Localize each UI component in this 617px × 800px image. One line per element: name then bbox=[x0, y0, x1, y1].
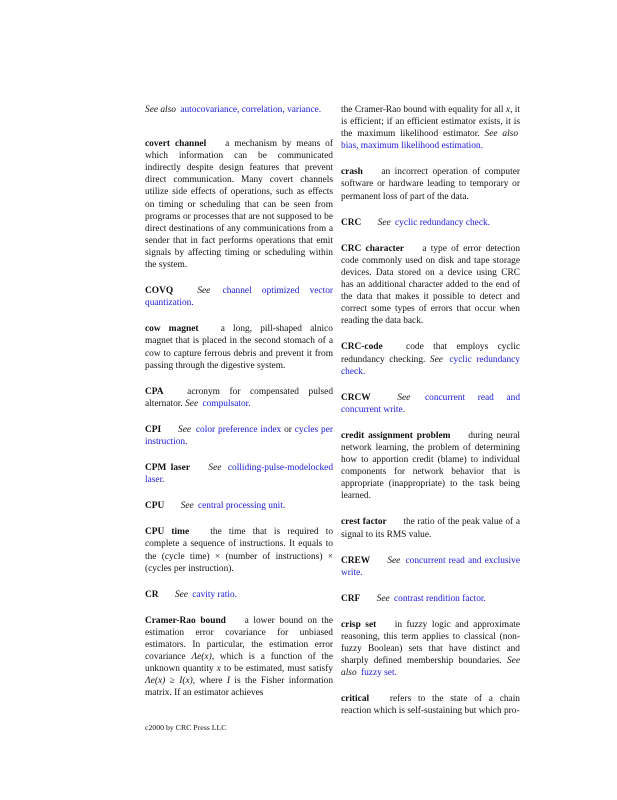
entry-text: is the Fisher information matrix. If an estimator achieves bbox=[145, 676, 334, 699]
see-label: See bbox=[185, 398, 199, 409]
entry-definition: the ratio of the peak value of a signal to its RMS value. bbox=[341, 517, 520, 540]
entry-crew bbox=[341, 555, 520, 579]
entry-text: , which is a function of the unknown quantity bbox=[145, 652, 333, 675]
link-autocovariance[interactable]: autocovariance, bbox=[180, 105, 240, 115]
left-column bbox=[145, 104, 333, 713]
entry-definition: during neural network learning, the problem of determining how to apportion credit (blame) to individual components for network behavior that is appropriate (inappropriate) to the task being learned. bbox=[341, 430, 521, 502]
entry-term: CRC bbox=[341, 217, 362, 228]
math-x: x bbox=[216, 664, 221, 675]
entry-text: , where bbox=[192, 676, 223, 687]
entry-term: crest factor bbox=[341, 517, 387, 528]
entry-term: CPU bbox=[145, 501, 165, 512]
entry-term: credit assignment problem bbox=[341, 430, 451, 441]
entry-definition: a long, pill-shaped alnico magnet that is placed in the second stomach of a cow to capture ferrous debris and prevent it from passing through the digestive system. bbox=[145, 324, 333, 371]
link-central-processing-unit[interactable]: central processing unit. bbox=[197, 501, 286, 512]
entry-cramer-rao-continued bbox=[341, 104, 520, 152]
entry-term: CRCW bbox=[341, 392, 371, 403]
math-I: I bbox=[226, 676, 230, 687]
link-cycles-per-instruction[interactable]: cycles per instruction. bbox=[145, 424, 334, 447]
entry-crcw bbox=[341, 392, 520, 416]
see-label: See bbox=[376, 593, 390, 604]
link-contrast-rendition-factor[interactable]: contrast rendition factor. bbox=[393, 593, 486, 604]
entry-term: CRC character bbox=[341, 243, 405, 254]
entry-crest-factor bbox=[341, 516, 520, 540]
entry-definition: an incorrect operation of computer software or hardware leading to temporary or permanent loss of part of the data. bbox=[341, 167, 520, 202]
see-label: See bbox=[197, 286, 211, 297]
entry-cr bbox=[145, 589, 333, 601]
entry-term: COVQ bbox=[145, 286, 174, 297]
entry-credit-assignment-problem bbox=[341, 430, 520, 503]
math-lambda: Λe(x) bbox=[191, 652, 212, 663]
entry-definition: a type of error detection code commonly used on disk and tape storage devices. Data stored on a device using CRC has an additional character added to the end of the data that makes it possible to detect and correct some types of errors that occur when reading the data back. bbox=[341, 243, 521, 327]
entry-definition: refers to the state of a chain reaction which is self-sustaining but which pro- bbox=[341, 694, 520, 717]
entry-crc-character bbox=[341, 243, 520, 328]
see-label: See bbox=[377, 217, 391, 228]
entry-crash bbox=[341, 166, 520, 202]
entry-text: , it is efficient; if an efficient estimator exists, it is the maximum likelihood estimator. bbox=[341, 105, 520, 140]
copyright-footer: c2000 by CRC Press LLC bbox=[145, 723, 227, 732]
entry-term: crisp set bbox=[341, 619, 377, 630]
entry-term: crash bbox=[341, 167, 363, 178]
entry-cpa bbox=[145, 386, 333, 410]
entry-term: CPM laser bbox=[145, 463, 191, 474]
entry-critical bbox=[341, 693, 520, 717]
entry-term: CPU time bbox=[145, 527, 190, 538]
see-also-top bbox=[145, 104, 333, 116]
link-cavity-ratio[interactable]: cavity ratio. bbox=[192, 589, 238, 600]
entry-term: CRF bbox=[341, 593, 361, 604]
or-text: or bbox=[284, 424, 292, 435]
link-concurrent-read-exclusive-write[interactable]: concurrent read and exclusive write. bbox=[341, 555, 521, 578]
link-color-preference-index[interactable]: color preference index bbox=[195, 424, 282, 435]
link-colliding-pulse-modelocked-laser[interactable]: colliding-pulse-modelocked laser. bbox=[145, 463, 334, 486]
entry-cramer-rao-bound bbox=[145, 615, 333, 700]
entry-cpm-laser bbox=[145, 462, 333, 486]
entry-covq bbox=[145, 285, 333, 309]
entry-text: the Cramer-Rao bound with equality for all bbox=[341, 105, 504, 115]
see-label: See bbox=[178, 424, 192, 435]
see-label: See bbox=[208, 463, 222, 474]
entry-crisp-set bbox=[341, 619, 520, 679]
entry-term: CREW bbox=[341, 555, 371, 566]
entry-covert-channel bbox=[145, 138, 333, 271]
link-correlation[interactable]: correlation, bbox=[241, 105, 285, 115]
entry-term: Cramer-Rao bound bbox=[145, 615, 226, 626]
entry-cow-magnet bbox=[145, 323, 333, 371]
right-column bbox=[341, 104, 520, 732]
entry-text: a lower bound on the estimation error covariance for unbiased estimators. In particular, the estimation error covariance bbox=[145, 615, 334, 663]
see-label: See bbox=[387, 555, 401, 566]
link-fuzzy-set[interactable]: fuzzy set. bbox=[360, 668, 397, 679]
entry-term: cow magnet bbox=[145, 324, 199, 335]
entry-term: CR bbox=[145, 589, 159, 600]
link-cyclic-redundancy-check[interactable]: cyclic redundancy check. bbox=[341, 354, 520, 377]
entry-term: CPI bbox=[145, 424, 162, 435]
entry-definition: code that employs cyclic redundancy checking. bbox=[341, 342, 521, 365]
entry-term: critical bbox=[341, 694, 370, 705]
entry-definition: acronym for compensated pulsed alternator. bbox=[145, 386, 334, 409]
entry-crc-code bbox=[341, 341, 520, 377]
entry-cpu bbox=[145, 500, 333, 512]
entry-crf bbox=[341, 593, 520, 605]
link-cyclic-redundancy-check[interactable]: cyclic redundancy check. bbox=[395, 217, 491, 228]
link-variance[interactable]: variance. bbox=[287, 105, 322, 115]
entry-term: CPA bbox=[145, 386, 164, 397]
entry-definition: in fuzzy logic and approximate reasoning, this term applies to classical (non-fuzzy Boolean) sets that have distinct and sharply defined membership boundaries. bbox=[341, 619, 521, 667]
see-label: See bbox=[429, 354, 443, 365]
see-label: See bbox=[174, 589, 188, 600]
see-also-label: See also bbox=[145, 105, 176, 115]
math-inequality: Λe(x) ≥ I(x) bbox=[145, 676, 193, 687]
link-channel-optimized-vector-quantization[interactable]: channel optimized vector quantization. bbox=[145, 286, 334, 309]
see-also-label: See also bbox=[484, 129, 519, 140]
entry-cpu-time bbox=[145, 526, 333, 574]
entry-term: covert channel bbox=[145, 139, 207, 150]
entry-definition: a mechanism by means of which information can be communicated indirectly despite design features that prevent direct communication. Many covert channels utilize side effects of operations, such as effects on timing or scheduling that can be seen from programs or processes that are not supposed to be direct destinations of any communications from a sender that in fact performs operations that emit signals by affecting timing or scheduling within the system. bbox=[145, 139, 333, 271]
entry-text: to be estimated, must satisfy bbox=[223, 664, 334, 675]
link-compulsator[interactable]: compulsator. bbox=[202, 398, 251, 409]
link-concurrent-read-concurrent-write[interactable]: concurrent read and concurrent write. bbox=[341, 392, 521, 415]
link-bias[interactable]: bias, bbox=[341, 141, 359, 152]
entry-definition: the time that is required to complete a sequence of instructions. It equals to the (cycle time) × (number of instructions) × (cycles per instruction). bbox=[145, 527, 334, 574]
math-x: x bbox=[505, 105, 511, 115]
entry-term: CRC-code bbox=[341, 342, 383, 353]
see-also-label: See also bbox=[341, 656, 520, 679]
see-label: See bbox=[397, 392, 411, 403]
entry-cpi bbox=[145, 424, 333, 448]
entry-crc bbox=[341, 217, 520, 229]
link-maximum-likelihood-estimation[interactable]: maximum likelihood estimation. bbox=[360, 141, 483, 152]
see-label: See bbox=[180, 501, 194, 512]
